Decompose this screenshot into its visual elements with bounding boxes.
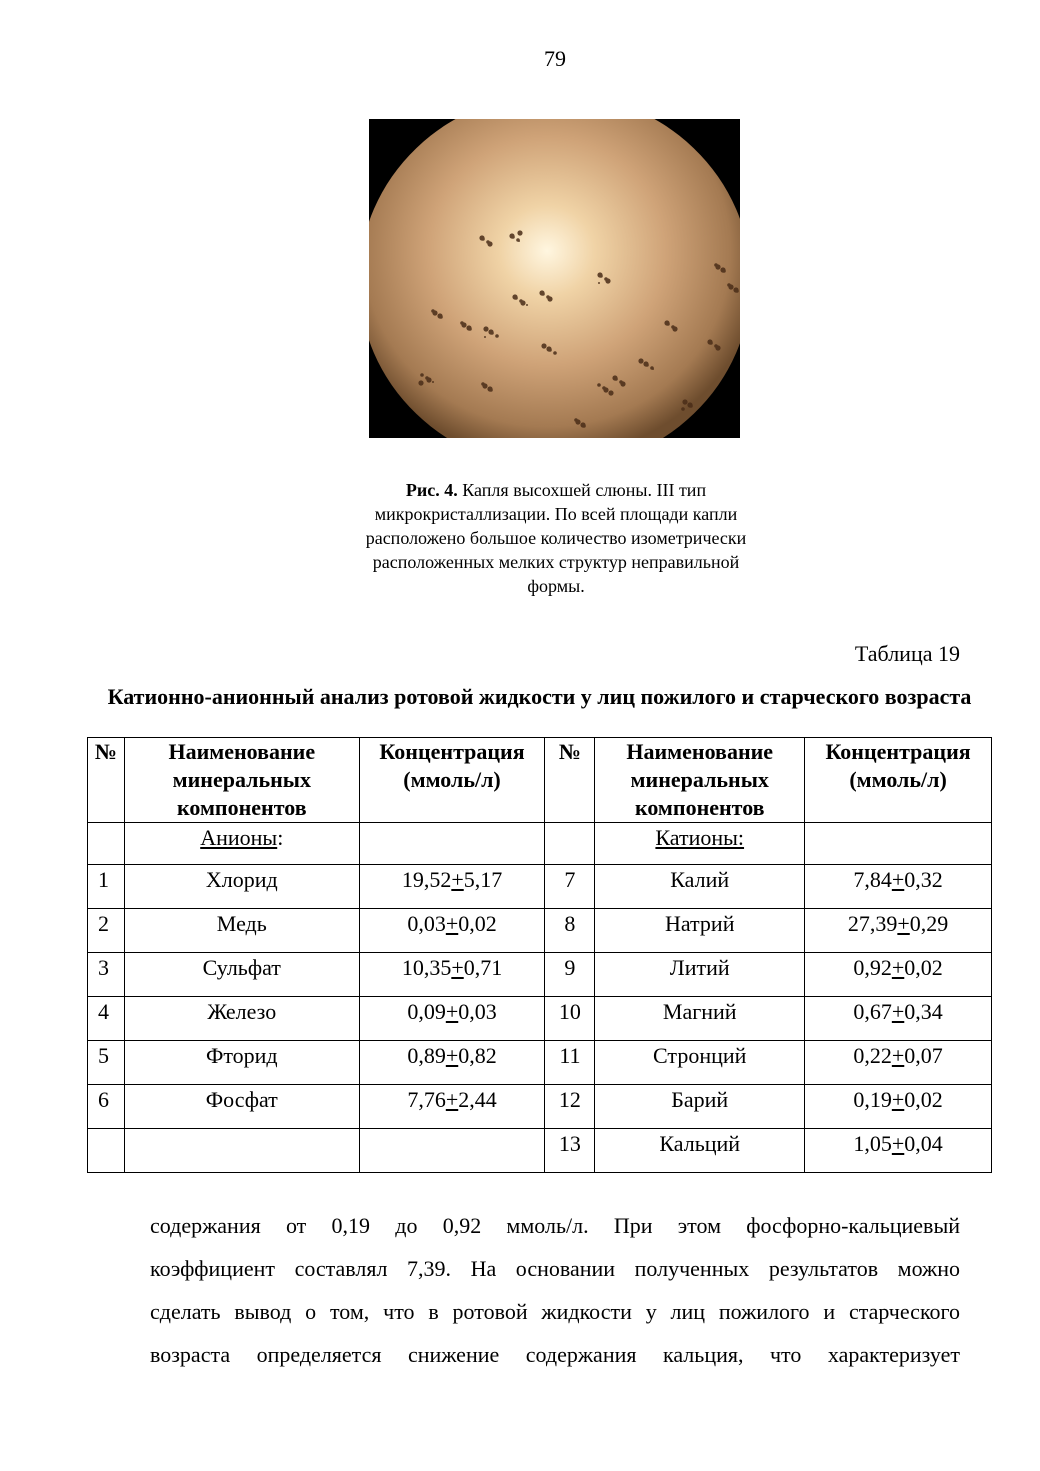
saliva-micrograph — [369, 119, 740, 438]
error-value: 0,03 — [458, 999, 497, 1024]
concentration-left — [359, 997, 545, 1041]
body-paragraph — [150, 1204, 960, 1376]
crystal-speck — [614, 377, 618, 381]
crystal-speck — [484, 336, 486, 338]
error-value: 0,07 — [904, 1043, 943, 1068]
mean-value: 27,39 — [847, 911, 898, 936]
crystal-speck — [672, 326, 677, 331]
header-name-right: Наименование минеральных компонентов — [595, 738, 805, 823]
header-conc-left: Концентрация (ммоль/л) — [359, 738, 545, 823]
concentration-left — [359, 1129, 545, 1173]
mean-value: 0,67 — [853, 999, 892, 1024]
plus-minus-sign: + — [891, 1087, 905, 1112]
page-number: 79 — [544, 46, 566, 71]
crystal-speck — [511, 235, 515, 239]
row-number-right: 12 — [545, 1085, 595, 1129]
row-number-right: 7 — [545, 865, 595, 909]
mean-value: 0,89 — [407, 1043, 446, 1068]
crystal-speck — [548, 348, 552, 352]
plus-minus-sign: + — [445, 1043, 459, 1068]
crystal-speck — [709, 341, 713, 345]
concentration-left — [359, 953, 545, 997]
component-name-left — [124, 1129, 359, 1173]
table-header-row — [88, 738, 992, 823]
error-value: 0,04 — [904, 1131, 943, 1156]
crystal-speck — [620, 381, 625, 386]
crystal-speck — [526, 304, 528, 306]
component-name-right: Литий — [595, 953, 805, 997]
component-name-left: Фосфат — [124, 1085, 359, 1129]
component-name-left: Хлорид — [124, 865, 359, 909]
table-row — [88, 865, 992, 909]
component-name-right: Стронций — [595, 1041, 805, 1085]
ion-analysis-table — [87, 737, 992, 1173]
row-number-left: 2 — [88, 909, 125, 953]
crystal-speck — [439, 315, 443, 319]
crystal-speck — [517, 230, 522, 235]
concentration-right — [805, 1085, 992, 1129]
plus-minus-sign: + — [445, 999, 459, 1024]
error-value: 0,02 — [904, 955, 943, 980]
crystal-speck — [735, 289, 739, 293]
plus-minus-sign: + — [445, 911, 459, 936]
section-anions — [124, 823, 359, 865]
error-value: 0,82 — [458, 1043, 497, 1068]
crystal-speck — [681, 407, 685, 411]
crystal-speck — [432, 310, 437, 315]
mean-value: 0,03 — [407, 911, 446, 936]
row-number-right: 10 — [545, 997, 595, 1041]
crystal-speck — [483, 326, 488, 331]
figure-caption — [350, 478, 762, 598]
caption-text: Капля высохшей слюны. III тип микрокристаллизации. По всей площади капли расположено большое количество изометрически расположенных мелких структур неправильной формы. — [365, 480, 747, 596]
crystal-speck — [481, 237, 485, 241]
cell-empty — [88, 823, 125, 865]
row-number-right: 13 — [545, 1129, 595, 1173]
concentration-left — [359, 1085, 545, 1129]
error-value: 5,17 — [463, 867, 503, 892]
mean-value: 0,19 — [853, 1087, 892, 1112]
plus-minus-sign: + — [891, 955, 905, 980]
body-line: сделать вывод о том, что в ротовой жидкости у лиц пожилого и старческого — [150, 1299, 960, 1324]
body-line: содержания от 0,19 до 0,92 ммоль/л. При этом фосфорно-кальциевый — [150, 1213, 960, 1238]
crystal-speck — [645, 363, 649, 367]
crystal-speck — [689, 404, 693, 408]
header-num-left: № — [88, 738, 125, 823]
row-number-left: 6 — [88, 1085, 125, 1129]
plus-minus-sign: + — [891, 1043, 905, 1068]
crystal-speck — [599, 274, 603, 278]
plus-minus-sign: + — [891, 999, 905, 1024]
section-cations — [595, 823, 805, 865]
crystal-speck — [715, 264, 720, 269]
component-name-left: Сульфат — [124, 953, 359, 997]
crystal-speck — [638, 358, 643, 363]
component-name-right: Натрий — [595, 909, 805, 953]
crystal-speck — [489, 388, 493, 392]
header-num-right: № — [545, 738, 595, 823]
component-name-right: Барий — [595, 1085, 805, 1129]
row-number-left: 3 — [88, 953, 125, 997]
concentration-right — [805, 865, 992, 909]
concentration-left — [359, 909, 545, 953]
row-number-left: 5 — [88, 1041, 125, 1085]
crystal-speck — [418, 380, 423, 385]
crystal-speck — [426, 377, 431, 382]
table-label: Таблица 19 — [854, 641, 960, 666]
mean-value: 0,92 — [853, 955, 892, 980]
body-line: возраста определяется снижение содержания кальция, что характеризует — [150, 1342, 960, 1367]
crystal-speck — [715, 345, 720, 350]
crystal-speck — [728, 284, 733, 289]
component-name-right: Калий — [595, 865, 805, 909]
plus-minus-sign: + — [451, 867, 464, 892]
mean-value: 19,52 — [401, 867, 452, 892]
crystal-speck — [520, 300, 525, 305]
plus-minus-sign: + — [891, 1131, 905, 1156]
component-name-left: Железо — [124, 997, 359, 1041]
mean-value: 7,84 — [853, 867, 892, 892]
crystal-speck — [722, 269, 726, 273]
row-number-right: 9 — [545, 953, 595, 997]
section-anions-colon: : — [277, 825, 284, 850]
concentration-right — [805, 1041, 992, 1085]
error-value: 0,29 — [909, 911, 949, 936]
error-value: 0,32 — [904, 867, 943, 892]
mean-value: 10,35 — [401, 955, 452, 980]
mean-value: 0,09 — [407, 999, 446, 1024]
error-value: 0,02 — [904, 1087, 943, 1112]
section-cations-label: Катионы: — [655, 825, 745, 850]
table-title: Катионно-анионный анализ ротовой жидкости у лиц пожилого и старческого возраста — [107, 684, 972, 709]
crystal-speck — [603, 387, 608, 392]
component-name-right: Кальций — [595, 1129, 805, 1173]
crystal-speck — [652, 368, 654, 370]
table-row — [88, 1041, 992, 1085]
error-value: 0,34 — [904, 999, 943, 1024]
row-number-right: 11 — [545, 1041, 595, 1085]
component-name-right: Магний — [595, 997, 805, 1041]
cell-empty — [545, 823, 595, 865]
crystal-speck — [514, 296, 518, 300]
row-number-left: 1 — [88, 865, 125, 909]
concentration-right — [805, 1129, 992, 1173]
crystal-speck — [575, 419, 580, 424]
concentration-right — [805, 909, 992, 953]
crystal-speck — [468, 327, 472, 331]
section-row — [88, 823, 992, 865]
crystal-speck — [461, 322, 466, 327]
component-name-left: Фторид — [124, 1041, 359, 1085]
crystal-speck — [682, 399, 687, 404]
crystal-speck — [495, 334, 499, 338]
crystal-speck — [432, 381, 434, 383]
crystal-speck — [420, 373, 424, 377]
concentration-right — [805, 953, 992, 997]
crystal-speck — [541, 292, 545, 296]
header-conc-right: Концентрация (ммоль/л) — [805, 738, 992, 823]
crystal-speck — [553, 351, 557, 355]
row-number-left: 4 — [88, 997, 125, 1041]
concentration-left — [359, 1041, 545, 1085]
concentration-right — [805, 997, 992, 1041]
mean-value: 7,76 — [407, 1087, 446, 1112]
row-number-right: 8 — [545, 909, 595, 953]
table-row — [88, 909, 992, 953]
crystal-speck — [666, 322, 670, 326]
cell-empty — [359, 823, 545, 865]
table-row — [88, 1085, 992, 1129]
error-value: 2,44 — [458, 1087, 497, 1112]
row-number-left — [88, 1129, 125, 1173]
error-value: 0,71 — [463, 955, 503, 980]
error-value: 0,02 — [458, 911, 497, 936]
plus-minus-sign: + — [451, 955, 464, 980]
crystal-speck — [582, 424, 586, 428]
concentration-left — [359, 865, 545, 909]
crystal-speck — [541, 343, 546, 348]
section-anions-label: Анионы — [200, 825, 278, 850]
crystal-speck — [605, 278, 610, 283]
plus-minus-sign: + — [897, 911, 910, 936]
caption-label: Рис. 4. — [405, 480, 458, 500]
crystal-speck — [598, 282, 600, 284]
mean-value: 0,22 — [853, 1043, 892, 1068]
header-name-left: Наименование минеральных компонентов — [124, 738, 359, 823]
crystal-speck — [490, 331, 494, 335]
crystal-speck — [487, 241, 492, 246]
table-row — [88, 953, 992, 997]
table-row — [88, 997, 992, 1041]
table-row — [88, 1129, 992, 1173]
crystal-speck — [547, 296, 552, 301]
component-name-left: Медь — [124, 909, 359, 953]
cell-empty — [805, 823, 992, 865]
crystal-speck — [608, 390, 613, 395]
mean-value: 1,05 — [853, 1131, 892, 1156]
body-line: коэффициент составлял 7,39. На основании полученных результатов можно — [150, 1256, 960, 1281]
crystal-speck — [597, 383, 601, 387]
plus-minus-sign: + — [445, 1087, 459, 1112]
plus-minus-sign: + — [891, 867, 905, 892]
crystal-speck — [482, 383, 487, 388]
crystal-speck — [518, 240, 520, 242]
